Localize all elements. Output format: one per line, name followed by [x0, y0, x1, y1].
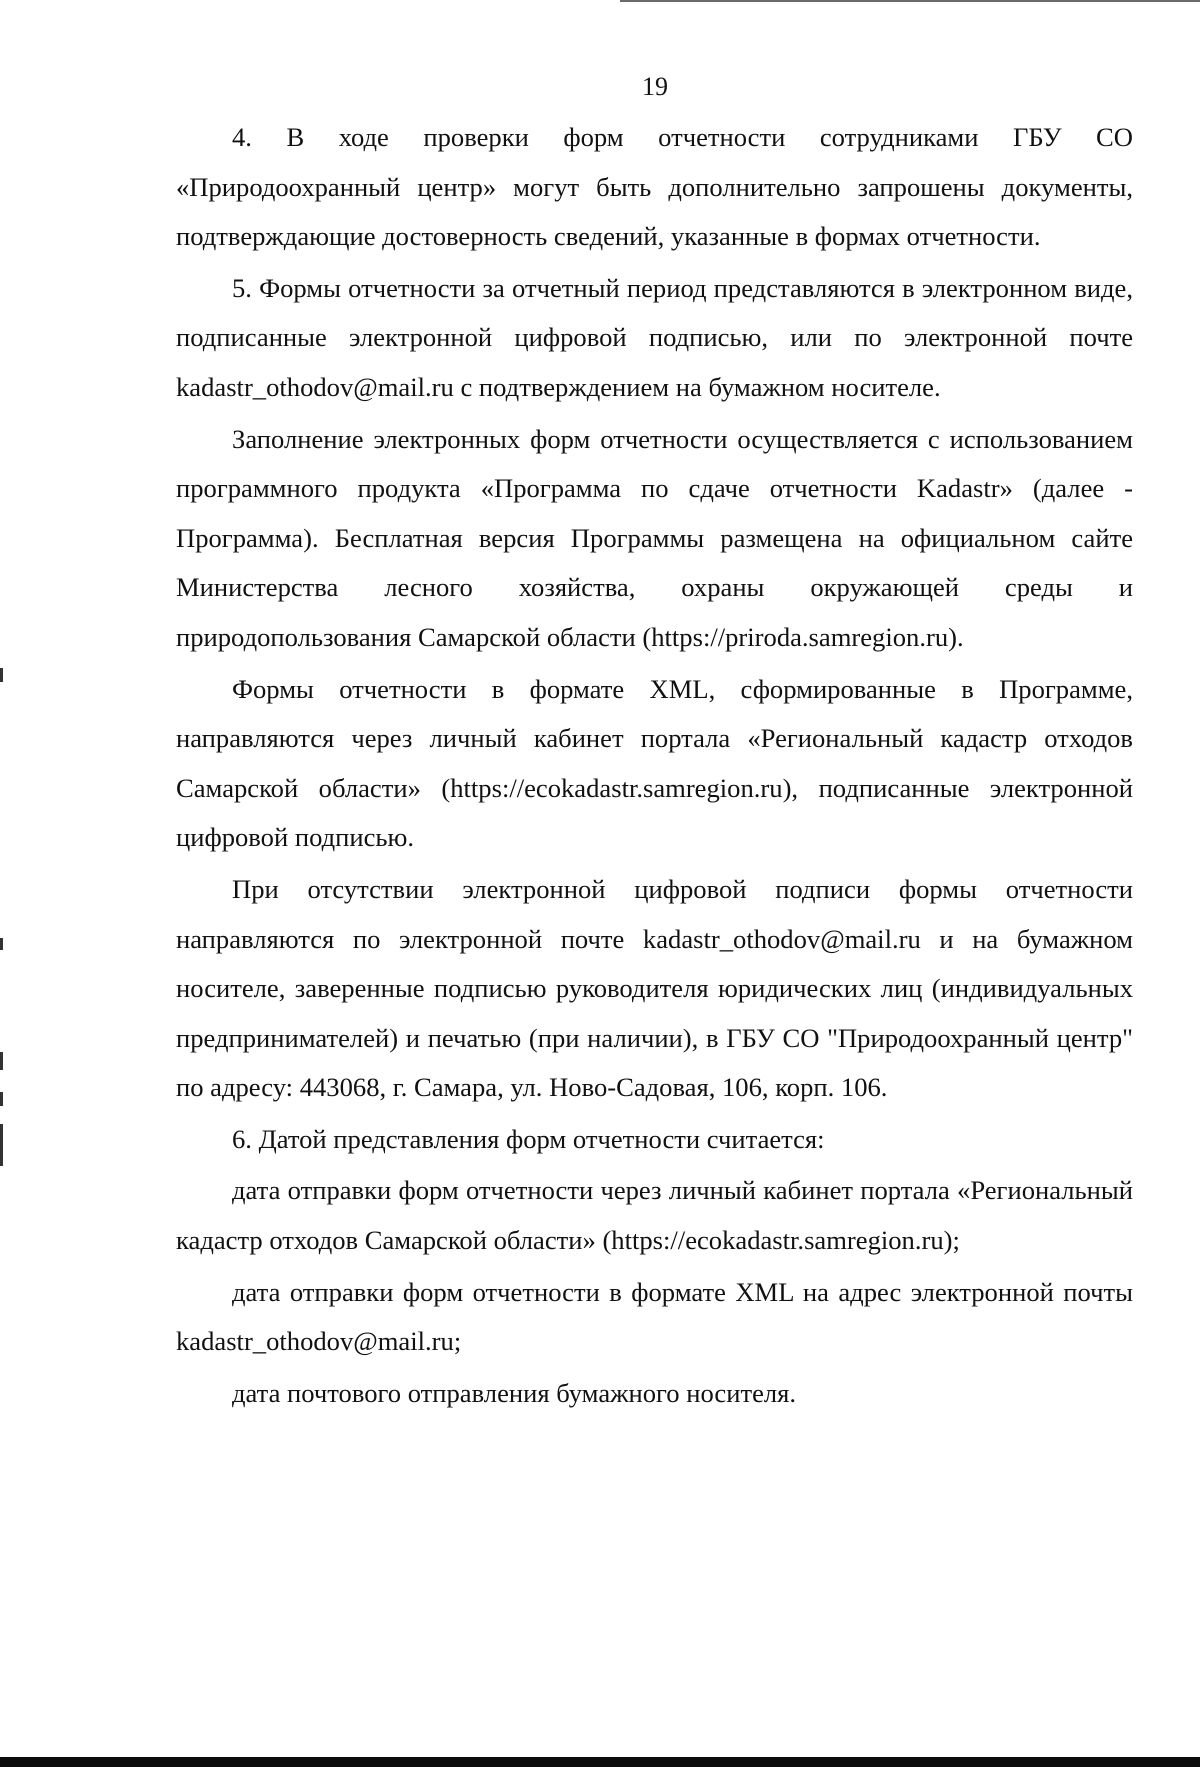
paragraph-item-5: 5. Формы отчетности за отчетный период представляются в электронном виде, подписанные электронной цифровой подписью, или по электронной почте kadastr_othodov@mail.ru с подтверждением на бумажном носителе.: [176, 272, 1133, 402]
scan-margin-mark: [0, 1092, 3, 1106]
scan-margin-mark: [0, 938, 3, 950]
paragraph-filling-forms: Заполнение электронных форм отчетности осуществляется с использованием программного продукта «Программа по сдаче отчетности Kadastr» (далее - Программа). Бесплатная версия Программы размещена на официальном сайте Министерства лесного хозяйства, охраны окружающей среды и природопользования Самарской области (https://priroda.samregion.ru).: [176, 423, 1133, 652]
paragraph-date-post: дата почтового отправления бумажного носителя.: [232, 1377, 797, 1408]
paragraph-item-4: 4. В ходе проверки форм отчетности сотрудниками ГБУ СО «Природоохранный центр» могут быть дополнительно запрошены документы, подтверждающие достоверность сведений, указанные в формах отчетности.: [176, 122, 1133, 252]
scan-margin-mark: [0, 1052, 3, 1070]
document-body: [176, 113, 1133, 1418]
page-number: 19: [642, 72, 668, 101]
paragraph-item-6: 6. Датой представления форм отчетности считается:: [232, 1123, 825, 1154]
paragraph-xml-forms: Формы отчетности в формате XML, сформированные в Программе, направляются через личный кабинет портала «Региональный кадастр отходов Самарской области» (https://ecokadastr.samregion.ru), подписанные электронной цифровой подписью.: [176, 673, 1133, 853]
scan-margin-mark: [0, 668, 3, 682]
bottom-scan-rule: [0, 1757, 1200, 1767]
paragraph-date-portal: дата отправки форм отчетности через личный кабинет портала «Региональный кадастр отходов Самарской области» (https://ecokadastr.samregion.ru);: [176, 1175, 1133, 1256]
paragraph-date-email: дата отправки форм отчетности в формате XML на адрес электронной почты kadastr_othodov@mail.ru;: [176, 1276, 1133, 1357]
top-scan-rule: [620, 0, 1200, 2]
scan-margin-mark: [0, 1124, 3, 1166]
paragraph-no-signature: При отсутствии электронной цифровой подписи формы отчетности направляются по электронной почте kadastr_othodov@mail.ru и на бумажном носителе, заверенные подписью руководителя юридических лиц (индивидуальных предпринимателей) и печатью (при наличии), в ГБУ СО "Природоохранный центр" по адресу: 443068, г. Самара, ул. Ново-Садовая, 106, корп. 106.: [176, 873, 1133, 1103]
